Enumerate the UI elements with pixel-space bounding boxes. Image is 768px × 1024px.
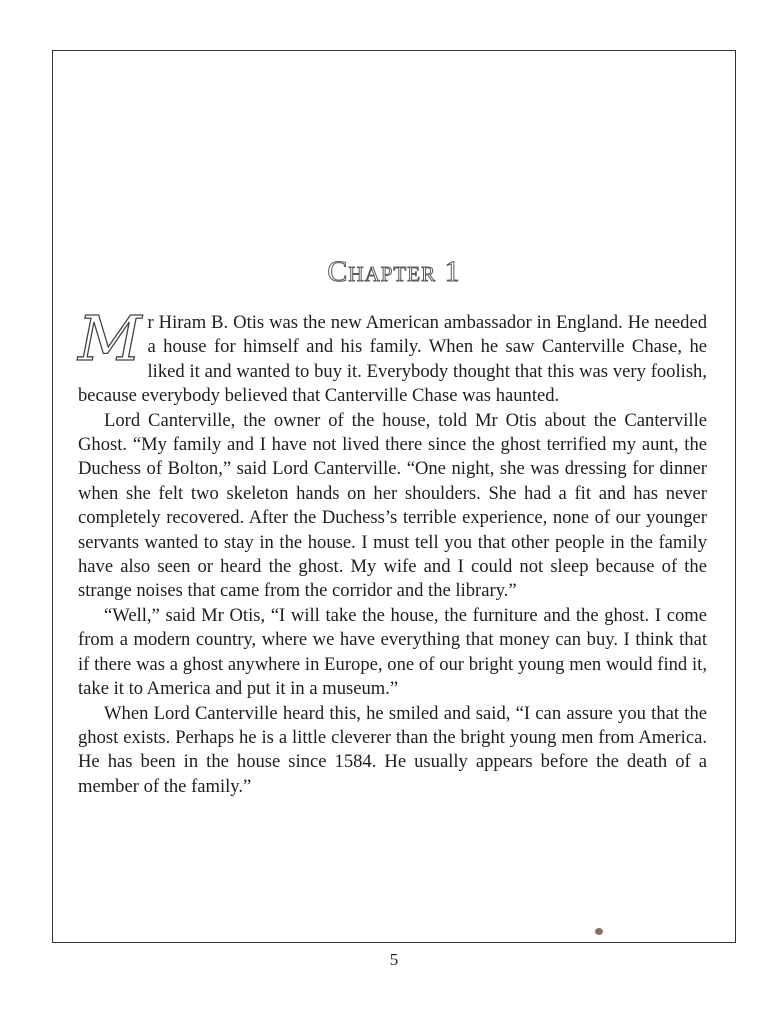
ink-speck (595, 928, 603, 935)
page-number: 5 (389, 950, 399, 969)
paragraph-4: When Lord Canterville heard this, he smiled and said, “I can assure you that the ghost exists. Perhaps he is a little cleverer than the bright young men from America. He has been in the house since 1584. He usually appears before the death of a member of the family.” (78, 702, 707, 797)
paragraph-1 (78, 302, 707, 409)
body-text (78, 302, 707, 799)
paragraph-3: “Well,” said Mr Otis, “I will take the house, the furniture and the ghost. I come from a modern country, where we have everything that money can buy. I think that if there was a ghost anywhere in Europe, one of our bright young men would find it, take it to America and put it in a museum.” (78, 604, 707, 700)
drop-cap: M (78, 302, 142, 375)
paragraph-2: Lord Canterville, the owner of the house, told Mr Otis about the Canterville Ghost. “My family and I have not lived there since the ghost terrified my aunt, the Duchess of Bolton,” said Lord Canterville. “One night, she was dressing for dinner when she felt two skeleton hands on her shoulders. She had a fit and has never completely recovered. After the Duchess’s terrible experience, none of our younger servants wanted to stay in the house. I must tell you that other people in the family have also seen or heard the ghost. My wife and I could not sleep because of the strange noises that came from the corridor and the library.” (78, 409, 707, 602)
chapter-title: Chapter 1 (327, 255, 461, 288)
paragraph-1-text: r Hiram B. Otis was the new American ambassador in England. He needed a house for himself and his family. When he saw Canterville Chase, he liked it and wanted to buy it. Everybody thought that this was very foolish, because everybody believed that Canterville Chase was haunted. (78, 312, 707, 407)
